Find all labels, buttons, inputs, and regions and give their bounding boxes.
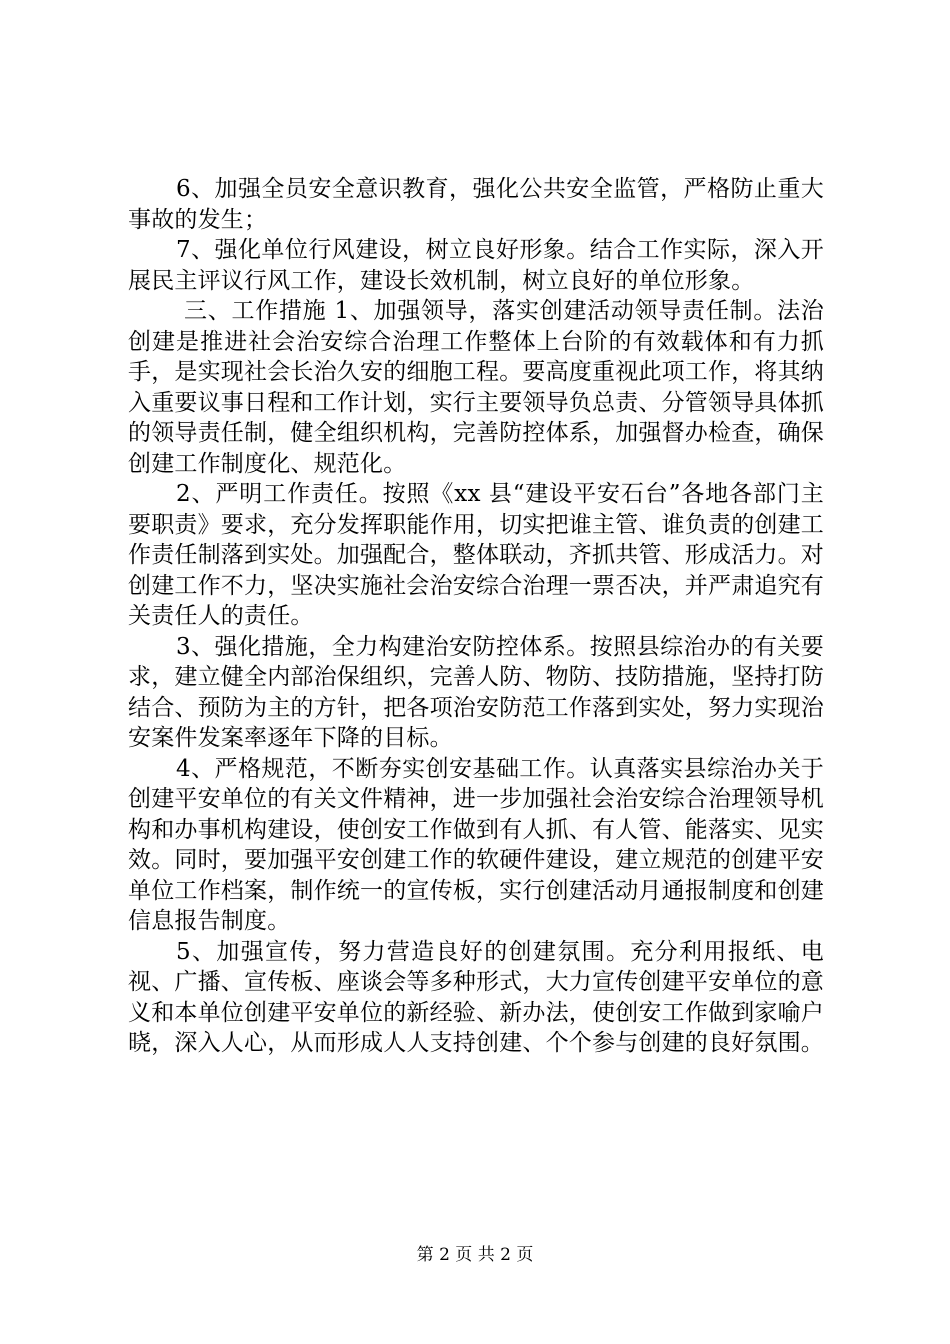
paragraph-section-3: 三、工作措施 1、加强领导，落实创建活动领导责任制。法治创建是推进社会治安综合治理工作整体上台阶的有效载体和有力抓手，是实现社会长治久安的细胞工程。要高度重视此项工作，将其纳入重要议事日程和工作计划，实行主要领导负总责、分管领导具体抓的领导责任制，健全组织机构，完善防控体系，加强督办检查，确保创建工作制度化、规范化。 (128, 298, 824, 477)
page-footer: 第 2 页 共 2 页 (416, 1245, 534, 1265)
paragraph-measure-3: 3、强化措施，全力构建治安防控体系。按照县综治办的有关要求，建立健全内部治保组织，完善人防、物防、技防措施，坚持打防结合、预防为主的方针，把各项治安防范工作落到实处，努力实现治安案件发案率逐年下降的目标。 (128, 633, 824, 751)
document-body (128, 174, 824, 1059)
paragraph-item-6: 6、加强全员安全意识教育，强化公共安全监管，严格防止重大事故的发生； (128, 176, 824, 233)
paragraph-measure-5: 5、加强宣传，努力营造良好的创建氛围。充分利用报纸、电视、广播、宣传板、座谈会等多种形式，大力宣传创建平安单位的意义和本单位创建平安单位的新经验、新办法，使创安工作做到家喻户晓，深入人心，从而形成人人支持创建、个个参与创建的良好氛围。 (128, 938, 824, 1056)
paragraph-measure-2: 2、严明工作责任。按照《xx 县“建设平安石台”各地各部门主要职责》要求，充分发挥职能作用，切实把谁主管、谁负责的创建工作责任制落到实处。加强配合，整体联动，齐抓共管、形成活力。对创建工作不力，坚决实施社会治安综合治理一票否决，并严肃追究有关责任人的责任。 (128, 481, 824, 629)
paragraph-measure-4: 4、严格规范，不断夯实创安基础工作。认真落实县综治办关于创建平安单位的有关文件精神，进一步加强社会治安综合治理领导机构和办事机构建设，使创安工作做到有人抓、有人管、能落实、见实效。同时，要加强平安创建工作的软硬件建设，建立规范的创建平安单位工作档案，制作统一的宣传板，实行创建活动月通报制度和创建信息报告制度。 (128, 755, 824, 934)
paragraph-item-7: 7、强化单位行风建设，树立良好形象。结合工作实际，深入开展民主评议行风工作，建设长效机制，树立良好的单位形象。 (128, 237, 824, 294)
